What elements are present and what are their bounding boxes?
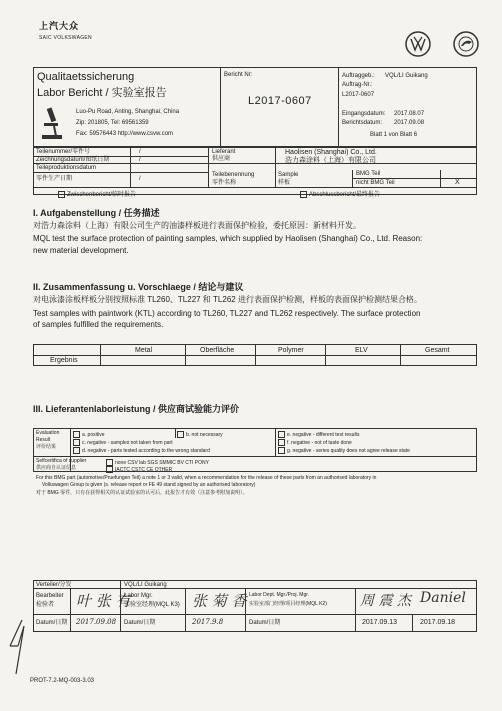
eingangsdatum-label: Eingangsdatum:	[342, 111, 386, 117]
section-3-title: III. Lieferantenlaborleistung / 供应商试验能力评价	[33, 404, 240, 414]
datum-label-1: Datum/日期	[36, 620, 68, 626]
checkbox-icon	[106, 459, 113, 466]
labor-mgr-label-cn: 实验室经理(MQL K3)	[124, 602, 180, 608]
report-title: Qualitaetssicherung	[37, 71, 135, 83]
lieferant-label: Lieferant	[212, 149, 236, 155]
row-ergebnis: Ergebnis	[50, 357, 78, 364]
zwischenbericht-checkbox[interactable]: Zwischenbericht/临时报告	[58, 189, 136, 198]
datum-label-2: Datum/日期	[124, 620, 156, 626]
auftrag-nr-value: L2017-0607	[342, 92, 375, 98]
abschlussbericht-checkbox[interactable]: Abschlussbericht/最终报告	[300, 189, 380, 198]
section-2-text-cn: 对电泳漆涂板样板分别按照标准 TL260、TL227 和 TL262 进行表面保护检测，样板的表面保护检测结果合格。	[33, 295, 422, 304]
note-2: 对于 BMG 零件，只有在获得相关的认证试验室的认可后，此报告才有效（注意参考附加说明）。	[36, 490, 248, 496]
zeichnungsdatum-label: Zeichnungsdatum/图纸日期	[36, 157, 110, 163]
nicht-bmg-mark: X	[455, 179, 460, 186]
section-1-text-en-2: new material development.	[33, 246, 129, 255]
blatt-text: Blatt 1 von Blatt 6	[370, 132, 418, 138]
checkbox-icon	[278, 431, 285, 438]
datum-value-3: 2017.09.13	[362, 619, 398, 626]
bearbeiter-label-cn: 检验者	[36, 602, 55, 608]
evaluation-result-cn: 评价结果	[36, 444, 57, 450]
nicht-bmg-teil-label: nicht BMG Teil	[356, 180, 395, 186]
col-metal: Metal	[135, 347, 153, 354]
labor-mgr-signature: 张 菊 香	[192, 592, 247, 610]
section-2-text-en-1: Test samples with paintwork (KTL) according to TL260, TL227 and TL262 respectively. The surface protection	[33, 309, 421, 318]
verteiler-value: VQL/LI Guikang	[124, 582, 167, 588]
selfcert-options-row-2[interactable]: IACTC CSTC CE OTHER	[106, 466, 172, 473]
eingangsdatum-value: 2017.08.07	[394, 111, 425, 117]
berichtsdatum-label: Berichtsdatum:	[342, 120, 383, 126]
option-g-checkbox[interactable]: g. negative - series quality does not agree release state	[278, 447, 410, 454]
teileproduktionsdatum-label-cn: 零件生产日期	[36, 176, 73, 182]
vw-logo-icon	[405, 31, 431, 57]
col-gesamt: Gesamt	[425, 347, 450, 354]
section-1-title: I. Aufgabenstellung / 任务描述	[33, 208, 160, 218]
report-subtitle: Labor Bericht / 实验室报告	[37, 87, 167, 99]
sample-label-cn: 样板	[278, 180, 291, 186]
checkbox-icon	[278, 447, 285, 454]
checkbox-icon	[73, 439, 80, 446]
datum-value-1: 2017.09.08	[76, 618, 117, 626]
datum-value-2: 2017.9.8	[192, 618, 224, 626]
datum-value-4: 2017.09.18	[420, 619, 456, 626]
brand-name-en: SAIC VOLKSWAGEN	[39, 35, 92, 41]
auftrag-nr-label: Auftrag-Nr.:	[342, 82, 373, 88]
bmg-teil-label: BMG Teil	[356, 171, 381, 177]
report-no-label: Bericht Nr:	[224, 72, 253, 78]
section-2-text-en-2: of samples fulfilled the requirements.	[33, 320, 164, 329]
option-c-checkbox[interactable]: c. negative - samples not taken from part	[73, 439, 173, 446]
evaluation-label: Evaluation	[36, 430, 60, 436]
auftraggeber-label: Auftraggeb.:	[342, 73, 375, 79]
bearbeiter-label: Bearbeiter	[36, 593, 64, 599]
option-d-checkbox[interactable]: d. negative - parts tested according to the wrong standard	[73, 447, 210, 454]
brand-name-cn: 上汽大众	[39, 21, 80, 31]
checkbox-icon	[278, 439, 285, 446]
labor-dept-label: Labor Dept. Mgr./Proj. Mgr.	[249, 592, 310, 598]
bearbeiter-signature: 叶 张 有	[76, 592, 131, 610]
lieferant-value: Haolisen (Shanghai) Co., Ltd.	[285, 149, 377, 156]
auftraggeber-value: VQL/LI Guikang	[385, 73, 428, 79]
option-a-checkbox[interactable]: a. positive	[73, 431, 105, 438]
labor-dept-signature-2: Daniel	[420, 590, 466, 606]
selfcert-options-row-1[interactable]: none CSV lab SGS SMMIC BV CTI PONY	[106, 459, 209, 466]
section-2-title: II. Zusammenfassung u. Vorschlaege / 结论与建议	[33, 282, 244, 292]
lieferant-value-cn: 浩力森涂料（上海）有限公司	[285, 157, 376, 164]
teileproduktionsdatum-label: Teileproduktionsdatum	[36, 165, 97, 171]
checkbox-icon	[73, 431, 80, 438]
checkbox-icon	[300, 191, 307, 198]
checkbox-icon	[106, 466, 113, 473]
col-elv: ELV	[355, 347, 368, 354]
labor-dept-label-cn: 实验室部门经理/项目经理(MQL K2)	[249, 601, 327, 607]
labor-dept-signature-1: 周 震 杰	[360, 593, 411, 609]
berichtsdatum-value: 2017.09.08	[394, 120, 425, 126]
address-line-3: Fax: 59576443 http://www.csvw.com	[76, 131, 174, 137]
verteiler-label: Verteiler/分发	[36, 582, 72, 588]
selfcert-label: Selfcertifica of supplier	[36, 458, 87, 464]
datum-label-3: Datum/日期	[249, 620, 281, 626]
col-oberflaeche: Oberfläche	[200, 347, 235, 354]
lieferant-label-cn: 供应商	[212, 156, 231, 162]
margin-scribble-icon	[4, 616, 34, 678]
sample-label: Sample	[278, 172, 299, 178]
teilebenennung-label-cn: 零件名称	[212, 180, 237, 186]
teilenummer-value: /	[139, 149, 141, 155]
col-polymer: Polymer	[278, 347, 304, 354]
checkbox-icon	[58, 191, 65, 198]
note-1-line-1: For this BMG part (automotive/Pruefungen Teil) a note 1 or 3 valid, when a recommendation for the release of these parts from an authorised laboratory in	[36, 475, 377, 481]
teilebenennung-label: Teilebenennung	[212, 172, 255, 178]
address-line-2: Zip: 201805, Tel: 69561359	[76, 120, 149, 126]
microscope-icon	[40, 106, 64, 140]
report-no-value: L2017-0607	[248, 95, 312, 107]
option-e-checkbox[interactable]: e. negative - different test results	[278, 431, 359, 438]
labor-mgr-label: Labor Mgr.	[124, 593, 153, 599]
form-number: PROT-7.2-MQ-003-3.03	[30, 678, 95, 684]
checkbox-icon	[177, 431, 184, 438]
selfcert-label-cn: 供应商自认证信息	[36, 465, 77, 471]
zeichnungsdatum-value: /	[139, 157, 141, 163]
checkbox-icon	[73, 447, 80, 454]
section-1-text-en-1: MQL test the surface protection of painting samples, which supplied by Haolisen (Shanghai) Co., Ltd. Reason:	[33, 234, 423, 243]
result-label: Result	[36, 437, 51, 443]
address-line-1: Luo-Pu Road, Anting, Shanghai, China	[76, 109, 180, 115]
note-1-line-2: Volkswagen Group is given (s. release report or FE 49 stand signed by an authorised laboratory)	[42, 482, 256, 488]
option-f-checkbox[interactable]: f. negative - not of taste done	[278, 439, 352, 446]
teileproduktionsdatum-value: /	[139, 176, 141, 182]
option-b-checkbox[interactable]: b. not necessary	[177, 431, 223, 438]
teilenummer-label: Teilenummer/零件号	[36, 149, 91, 155]
skoda-logo-icon	[453, 31, 479, 57]
section-1-text-cn: 对浩力森涂料（上海）有限公司生产的油漆样板进行表面保护检验，委托原因：新材料开发。	[33, 221, 361, 230]
